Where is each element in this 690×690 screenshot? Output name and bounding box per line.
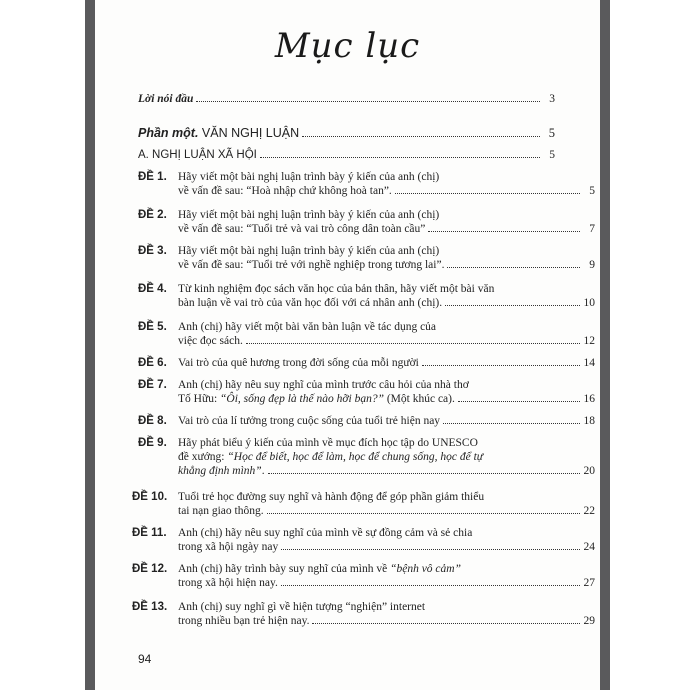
leader-dots (422, 365, 580, 366)
de-line-2: bàn luận về vai trò của văn học đối với cá nhân anh (chị). (178, 297, 443, 309)
de-line-2: tai nạn giao thông. (178, 505, 264, 517)
toc-page-number: 3 (549, 93, 555, 105)
toc-page-number: 22 (583, 505, 595, 517)
de-label: ĐỀ 13. (132, 601, 168, 613)
de-line-2: về vấn đề sau: “Hoà nhập chứ không hoà tan”. (178, 185, 392, 197)
de-line-2: trong nhiều bạn trẻ hiện nay. (178, 615, 310, 627)
toc-entry-section-a[interactable] (138, 148, 555, 162)
leader-dots (395, 193, 580, 194)
toc-page-number: 5 (589, 185, 595, 197)
leader-dots (302, 136, 540, 137)
de-line-1: Anh (chị) hãy viết một bài văn bàn luận về tác dụng của (178, 321, 437, 333)
de-line-1: Tuổi trẻ học đường suy nghĩ và hành động để góp phần giảm thiểu (178, 491, 485, 503)
de-line-2-start: đề xướng: (178, 451, 228, 463)
de-line-2-end: (Một khúc ca). (383, 393, 455, 405)
quote-text: “Ôi, sống đẹp là thế nào hỡi bạn?” (220, 393, 384, 405)
de-label: ĐỀ 1. (138, 171, 167, 183)
toc-entry-de-7[interactable] (138, 378, 595, 406)
de-label: ĐỀ 3. (138, 245, 167, 257)
de-line-1: Vai trò của lí tưởng trong cuộc sống của tuổi trẻ hiện nay (178, 415, 441, 427)
de-label: ĐỀ 8. (138, 415, 167, 427)
toc-page-number: 9 (589, 259, 595, 271)
leader-dots (260, 157, 540, 158)
leader-dots (447, 267, 580, 268)
leader-dots (443, 423, 580, 424)
toc-page-number: 27 (583, 577, 595, 589)
toc-entry-de-2[interactable] (138, 208, 595, 236)
de-line-2: việc đọc sách. (178, 335, 243, 347)
section-title: A. NGHỊ LUẬN XÃ HỘI (138, 149, 257, 161)
toc-entry-de-8[interactable] (138, 414, 595, 428)
de-line-2: trong xã hội hiện nay. (178, 577, 278, 589)
toc-entry-de-10[interactable] (132, 490, 595, 518)
toc-page-number: 5 (548, 126, 555, 140)
toc-entry-label: Lời nói đầu (138, 93, 194, 105)
toc-page-number: 16 (583, 393, 595, 405)
de-label: ĐỀ 10. (132, 491, 168, 503)
toc-entry-de-1[interactable] (138, 170, 595, 198)
toc-page-number: 29 (583, 615, 595, 627)
toc-entry-de-6[interactable] (138, 356, 595, 370)
book-page (95, 0, 600, 690)
leader-dots (445, 305, 580, 306)
quote-text: “Học để biết, học để làm, học để chung sống, học để tự (227, 451, 484, 463)
de-line-1: Hãy viết một bài nghị luận trình bày ý kiến của anh (chị) (178, 171, 440, 183)
de-line-1: Hãy viết một bài nghị luận trình bày ý kiến của anh (chị) (178, 209, 440, 221)
part-prefix: Phần một. (138, 126, 199, 140)
de-label: ĐỀ 6. (138, 357, 167, 369)
de-line-2: về vấn đề sau: “Tuổi trẻ và vai trò công dân toàn cầu” (178, 223, 426, 235)
leader-dots (281, 549, 580, 550)
leader-dots (281, 585, 580, 586)
page-number: 94 (138, 652, 152, 666)
toc-entry-de-11[interactable] (132, 526, 595, 554)
toc-entry-de-12[interactable] (132, 562, 595, 590)
de-label: ĐỀ 5. (138, 321, 167, 333)
de-line-1: Anh (chị) suy nghĩ gì về hiện tượng “nghiện” internet (178, 601, 426, 613)
de-label: ĐỀ 11. (132, 527, 167, 539)
toc-page-number: 10 (583, 297, 595, 309)
de-line-1: Anh (chị) hãy nêu suy nghĩ của mình trước câu hỏi của nhà thơ (178, 379, 469, 391)
toc-page-number: 12 (583, 335, 595, 347)
toc-page-number: 5 (549, 149, 555, 161)
toc-entry-de-9[interactable] (138, 436, 595, 478)
leader-dots (246, 343, 580, 344)
de-label: ĐỀ 4. (138, 283, 167, 295)
de-line-1: Từ kinh nghiệm đọc sách văn học của bản thân, hãy viết một bài văn (178, 283, 495, 295)
toc-page-number: 18 (583, 415, 595, 427)
toc-entry-de-3[interactable] (138, 244, 595, 272)
toc-page-number: 7 (589, 223, 595, 235)
de-line-1: Hãy viết một bài nghị luận trình bày ý kiến của anh (chị) (178, 245, 440, 257)
de-line-2-start: Tố Hữu: (178, 393, 221, 405)
leader-dots (268, 473, 580, 474)
toc-entry-de-5[interactable] (138, 320, 595, 348)
de-line-3-end: . (261, 465, 265, 477)
toc-entry-part1[interactable] (138, 126, 555, 140)
quote-text-end: khẳng định mình” (178, 465, 262, 477)
toc-entry-de-13[interactable] (132, 600, 595, 628)
page-left-edge (85, 0, 95, 690)
de-line-1: Anh (chị) hãy nêu suy nghĩ của mình về sự đồng cảm và sẻ chia (178, 527, 473, 539)
de-line-1: Vai trò của quê hương trong đời sống của mỗi người (178, 357, 419, 369)
de-line-2: trong xã hội ngày nay (178, 541, 279, 553)
de-line-1-start: Anh (chị) hãy trình bày suy nghĩ của mình về (178, 563, 391, 575)
leader-dots (458, 401, 580, 402)
quote-text: “bệnh vô cảm” (390, 563, 461, 575)
leader-dots (267, 513, 580, 514)
de-line-1: Hãy phát biểu ý kiến của mình về mục đích học tập do UNESCO (178, 437, 478, 449)
de-line-2: về vấn đề sau: “Tuổi trẻ với nghề nghiệp trong tương lai”. (178, 259, 445, 271)
de-label: ĐỀ 9. (138, 437, 167, 449)
leader-dots (428, 231, 580, 232)
leader-dots (312, 623, 580, 624)
toc-page-number: 14 (583, 357, 595, 369)
page-title: Mục lục (274, 26, 421, 66)
toc-entry-preface[interactable] (138, 92, 555, 106)
part-title: VĂN NGHỊ LUẬN (201, 126, 300, 140)
de-label: ĐỀ 7. (138, 379, 167, 391)
de-label: ĐỀ 2. (138, 209, 167, 221)
de-label: ĐỀ 12. (132, 563, 168, 575)
page-right-edge (600, 0, 610, 690)
toc-page-number: 24 (583, 541, 595, 553)
toc-page-number: 20 (583, 465, 595, 477)
toc-entry-de-4[interactable] (138, 282, 595, 310)
leader-dots (196, 101, 540, 102)
